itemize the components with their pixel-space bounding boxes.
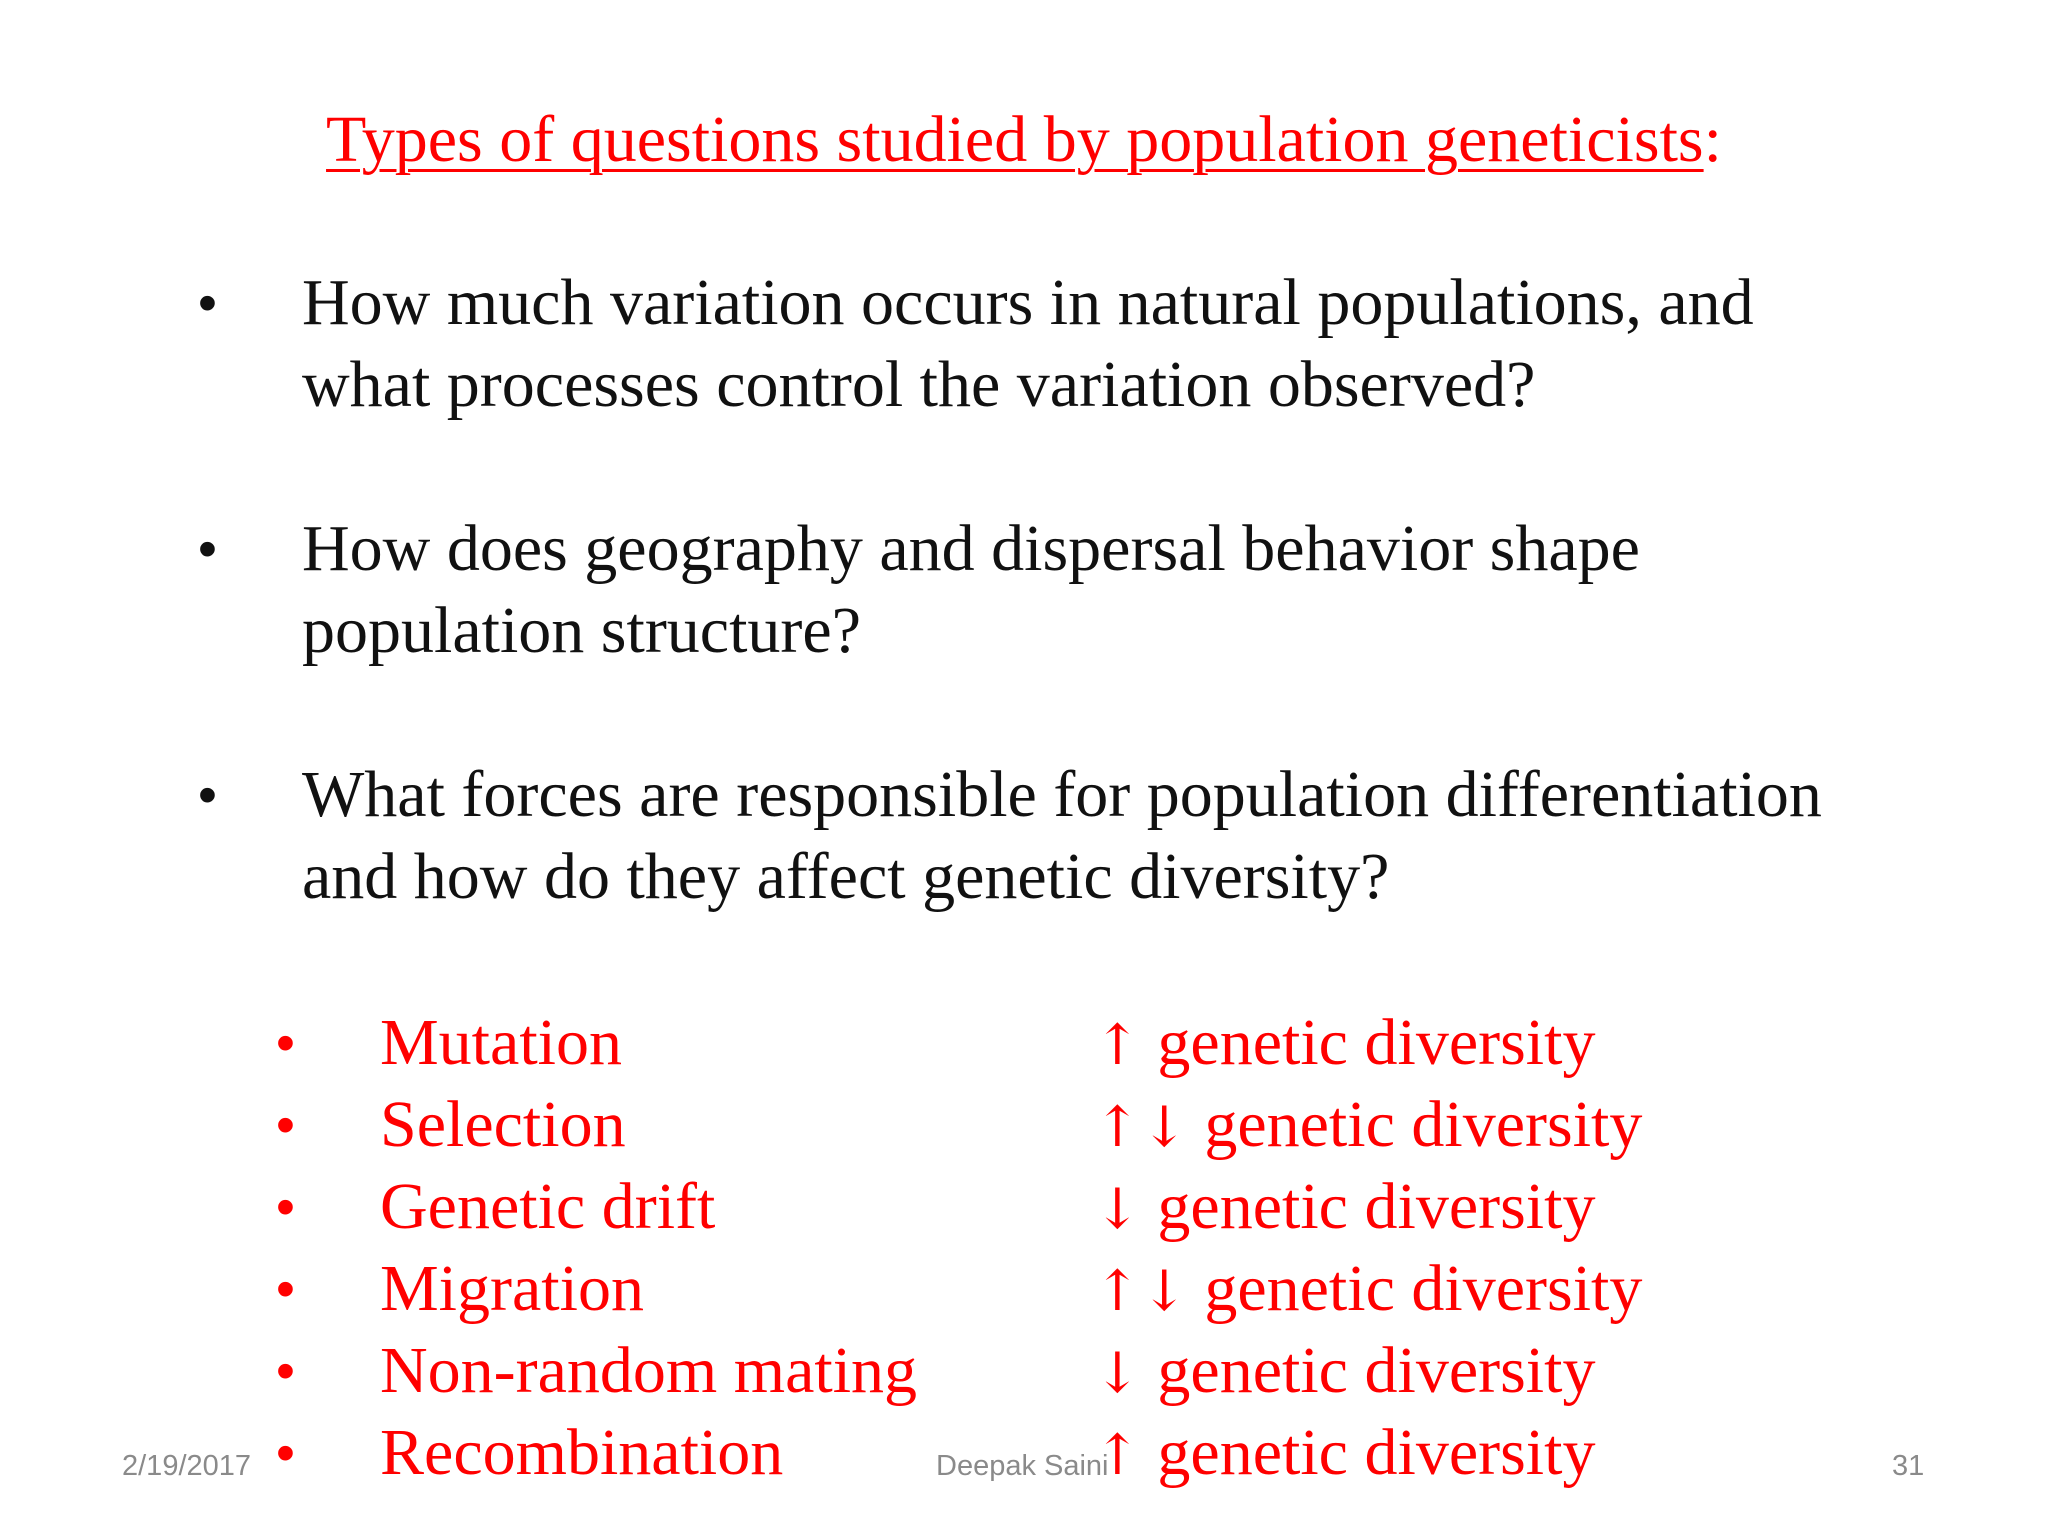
question-text: [302, 262, 1922, 426]
bullet-icon: •: [276, 1423, 295, 1483]
up-arrow-icon: ↑: [1094, 1423, 1141, 1488]
force-name: Non-random mating: [380, 1334, 918, 1407]
effect-text: genetic diversity: [1157, 1170, 1596, 1243]
up-arrow-icon: ↑: [1094, 1013, 1141, 1078]
bullet-icon: •: [198, 273, 217, 333]
question-line: what processes control the variation observed?: [302, 348, 1536, 421]
down-arrow-icon: ↓: [1094, 1341, 1141, 1406]
question-line: How does geography and dispersal behavior shape: [302, 512, 1640, 585]
question-line: population structure?: [302, 594, 862, 667]
force-name: Selection: [380, 1088, 626, 1161]
down-arrow-icon: ↓: [1094, 1177, 1141, 1242]
force-name: Recombination: [380, 1416, 784, 1489]
effect-text: genetic diversity: [1157, 1334, 1596, 1407]
up-down-arrows-icon: ↑↓: [1094, 1095, 1188, 1160]
force-effect: [1094, 1002, 1595, 1087]
force-name: Genetic drift: [380, 1170, 716, 1243]
force-effect: [1094, 1248, 1642, 1333]
question-line: What forces are responsible for population differentiation: [302, 758, 1822, 831]
slide-title: [0, 100, 2048, 180]
effect-text: genetic diversity: [1204, 1252, 1643, 1325]
footer-date: 2/19/2017: [122, 1450, 252, 1482]
force-effect: [1094, 1330, 1595, 1415]
force-row-genetic-drift: [0, 1166, 2048, 1248]
force-effect: [1094, 1412, 1595, 1497]
force-row-selection: [0, 1084, 2048, 1166]
question-text: [302, 508, 1922, 672]
force-row-mutation: [0, 1002, 2048, 1084]
effect-text: genetic diversity: [1204, 1088, 1643, 1161]
bullet-icon: •: [276, 1013, 295, 1073]
force-name: Migration: [380, 1252, 644, 1325]
force-effect: [1094, 1084, 1642, 1169]
force-name: Mutation: [380, 1006, 622, 1079]
up-down-arrows-icon: ↑↓: [1094, 1259, 1188, 1324]
bullet-icon: •: [198, 519, 217, 579]
question-text: [302, 754, 1922, 918]
slide-title-colon: :: [1703, 103, 1722, 176]
bullet-icon: •: [276, 1095, 295, 1155]
force-effect: [1094, 1166, 1595, 1251]
bullet-icon: •: [276, 1259, 295, 1319]
question-line: and how do they affect genetic diversity?: [302, 840, 1390, 913]
slide-title-text: Types of questions studied by population geneticists: [326, 103, 1704, 176]
force-row-non-random-mating: [0, 1330, 2048, 1412]
bullet-icon: •: [276, 1177, 295, 1237]
effect-text: genetic diversity: [1157, 1006, 1596, 1079]
bullet-icon: •: [198, 765, 217, 825]
bullet-icon: •: [276, 1341, 295, 1401]
footer-author: Deepak Saini: [936, 1450, 1109, 1482]
effect-text: genetic diversity: [1157, 1416, 1596, 1489]
question-line: How much variation occurs in natural populations, and: [302, 266, 1754, 339]
slide-number: 31: [1892, 1450, 1925, 1482]
force-row-migration: [0, 1248, 2048, 1330]
